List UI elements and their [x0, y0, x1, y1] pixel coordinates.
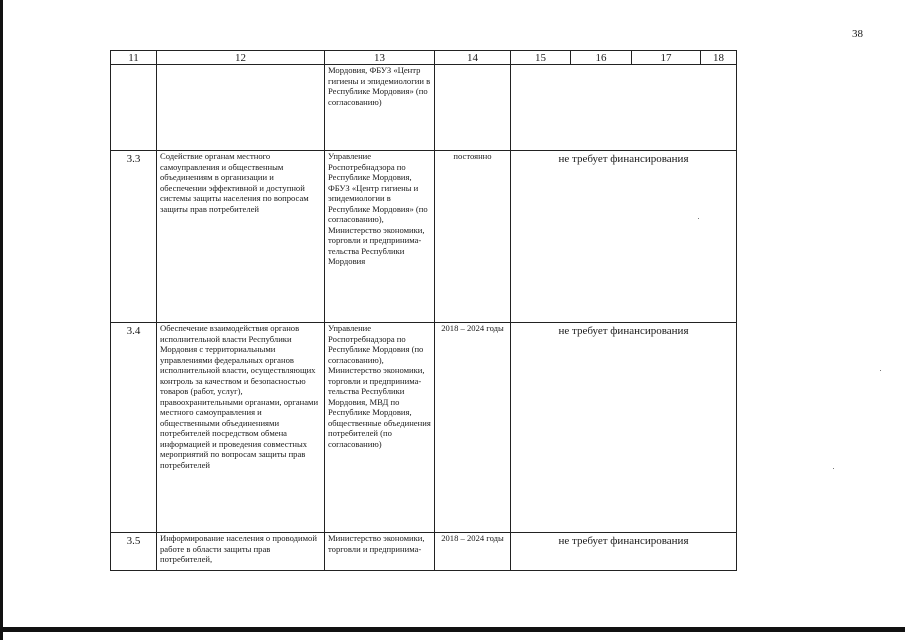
header-col-12: 12 — [157, 51, 325, 65]
scan-bottom-edge — [0, 627, 905, 632]
row-period: 2018 – 2024 годы — [435, 533, 511, 571]
header-col-13: 13 — [325, 51, 435, 65]
row-period: постоянно — [435, 151, 511, 323]
table-row — [111, 533, 737, 571]
row-number — [111, 65, 157, 151]
row-executor: Управление Роспотребнадзора по Республике Мордовия, ФБУЗ «Центр гигиены и эпидемиологии в Республике Мордовия» (по согласованию), Министерство экономики, торговли и предпринима-тельства Республики Мордовия — [325, 151, 435, 323]
table-row — [111, 323, 737, 533]
header-col-14: 14 — [435, 51, 511, 65]
program-table — [110, 50, 737, 571]
header-col-11: 11 — [111, 51, 157, 65]
scan-left-edge — [0, 0, 3, 640]
scan-speck — [833, 468, 834, 469]
row-number: 3.5 — [111, 533, 157, 571]
row-executor: Министерство экономики, торговли и предпринима- — [325, 533, 435, 571]
scan-speck — [880, 370, 881, 371]
header-row — [111, 51, 737, 65]
header-col-18: 18 — [701, 51, 737, 65]
row-financing: не требует финансирования — [511, 323, 737, 533]
scan-speck — [698, 218, 699, 219]
header-col-17: 17 — [632, 51, 701, 65]
header-col-16: 16 — [571, 51, 632, 65]
table-row — [111, 65, 737, 151]
row-number: 3.3 — [111, 151, 157, 323]
row-financing — [511, 65, 737, 151]
page-number: 38 — [852, 28, 863, 40]
row-description — [157, 65, 325, 151]
row-period: 2018 – 2024 годы — [435, 323, 511, 533]
header-col-15: 15 — [511, 51, 571, 65]
row-financing: не требует финансирования — [511, 151, 737, 323]
row-description: Информирование населения о проводимой работе в области защиты прав потребителей, — [157, 533, 325, 571]
row-description: Обеспечение взаимодействия органов исполнительной власти Республики Мордовия с территориальными управлениями федеральных органов исполнительной власти, осуществляющих контроль за качеством и безопасностью товаров (работ, услуг), правоохранительными органами, органами местного самоуправления и общественными объединениями потребителей посредством обмена информацией и проведения совместных мероприятий по вопросам защиты прав потребителей — [157, 323, 325, 533]
row-financing: не требует финансирования — [511, 533, 737, 571]
table-row — [111, 151, 737, 323]
row-number: 3.4 — [111, 323, 157, 533]
row-period — [435, 65, 511, 151]
row-description: Содействие органам местного самоуправления и общественным объединениям в организации и обеспечении эффективной и доступной системы защиты населения по вопросам защиты прав потребителей — [157, 151, 325, 323]
row-executor: Управление Роспотребнадзора по Республике Мордовия (по согласованию), Министерство экономики, торговли и предпринима-тельства Республики Мордовия, МВД по Республике Мордовия, общественные объединения потребителей (по согласованию) — [325, 323, 435, 533]
row-executor: Мордовия, ФБУЗ «Центр гигиены и эпидемиологии в Республике Мордовия» (по согласованию) — [325, 65, 435, 151]
